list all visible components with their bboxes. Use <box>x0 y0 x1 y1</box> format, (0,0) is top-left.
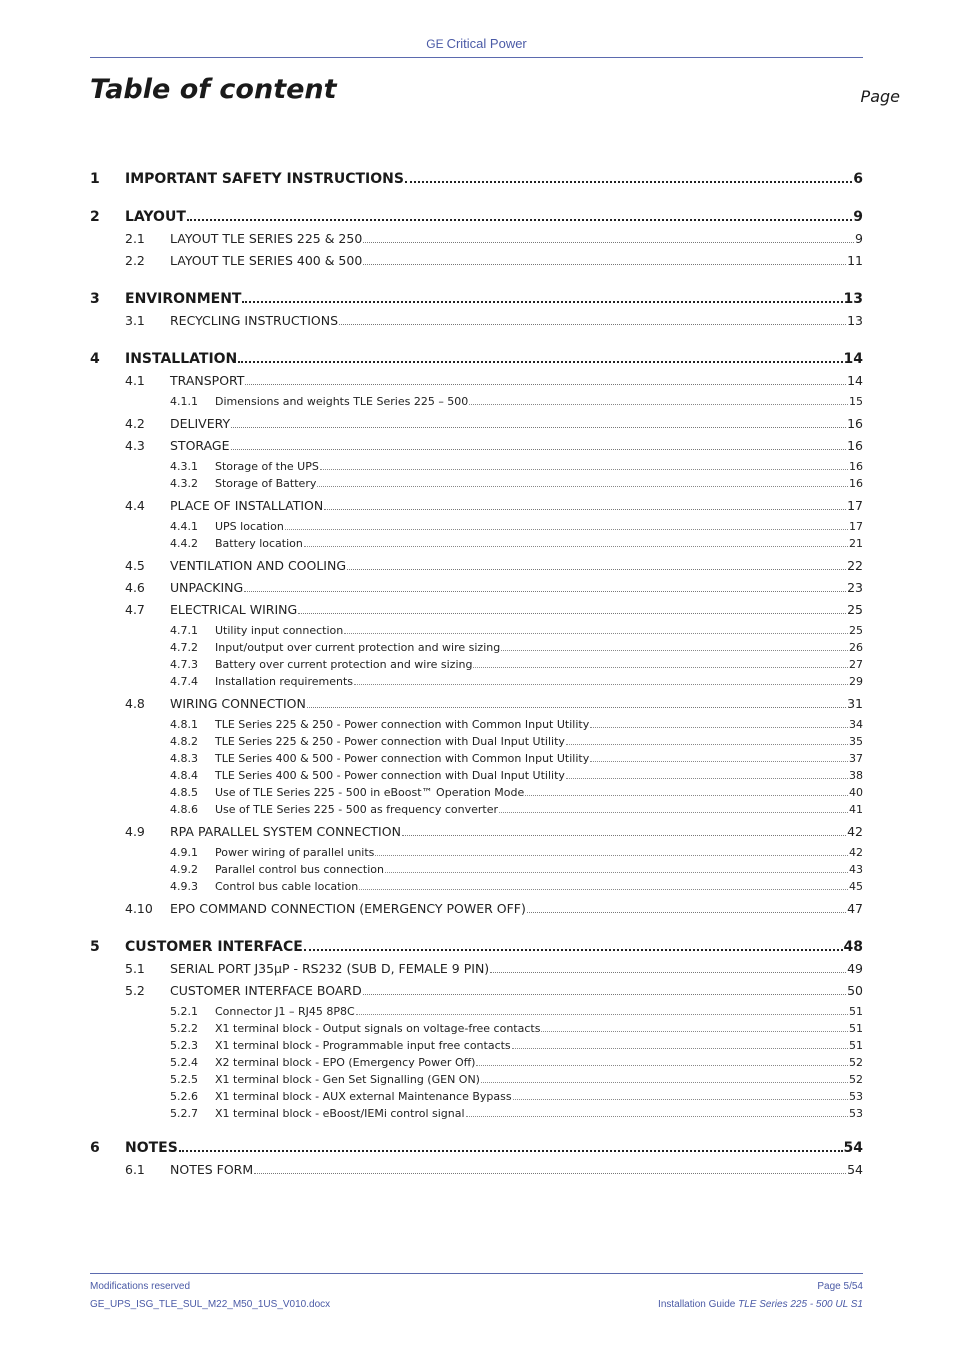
toc-entry[interactable] <box>0 520 954 536</box>
toc-entry-page: 6 <box>853 171 863 187</box>
toc-entry-number: 4.1 <box>125 373 145 388</box>
toc-entry[interactable] <box>0 824 954 844</box>
toc-entry-title: TLE Series 400 & 500 - Power connection with Common Input Utility <box>215 752 590 765</box>
toc-entry-title: X1 terminal block - Output signals on voltage-free contacts <box>215 1022 541 1035</box>
toc-entry-title: UPS location <box>215 520 284 533</box>
toc-entry-page: 27 <box>849 658 863 671</box>
toc-entry-title: X1 terminal block - AUX external Maintenance Bypass <box>215 1090 512 1103</box>
toc-dot-leader <box>481 1082 848 1083</box>
toc-dot-leader <box>245 384 846 385</box>
toc-entry-title: Connector J1 – RJ45 8P8C <box>215 1005 355 1018</box>
toc-entry-title: X1 terminal block - Programmable input free contacts <box>215 1039 511 1052</box>
toc-dot-leader <box>473 667 848 668</box>
toc-entry-page: 29 <box>849 675 863 688</box>
toc-entry-number: 4.8.5 <box>170 786 198 799</box>
toc-dot-leader <box>298 613 846 614</box>
toc-entry-number: 4.4.1 <box>170 520 198 533</box>
toc-dot-leader <box>490 972 846 973</box>
toc-entry-title: TLE Series 225 & 250 - Power connection with Dual Input Utility <box>215 735 565 748</box>
toc-entry-title: NOTES <box>125 1140 178 1156</box>
toc-entry-page: 16 <box>849 477 863 490</box>
toc-entry-number: 2.1 <box>125 231 145 246</box>
toc-entry-page: 49 <box>847 961 863 976</box>
toc-entry[interactable] <box>0 803 954 819</box>
toc-entry-number: 5.2.2 <box>170 1022 198 1035</box>
toc-dot-leader <box>320 469 848 470</box>
toc-entry-page: 35 <box>849 735 863 748</box>
toc-dot-leader <box>304 546 848 547</box>
toc-entry[interactable] <box>0 658 954 674</box>
toc-entry-page: 34 <box>849 718 863 731</box>
toc-entry-title: Installation requirements <box>215 675 354 688</box>
toc-entry[interactable] <box>0 880 954 896</box>
toc-entry-page: 50 <box>847 983 863 998</box>
toc-entry[interactable] <box>0 718 954 734</box>
toc-entry-number: 4.10 <box>125 901 153 916</box>
toc-dot-leader <box>238 361 842 363</box>
toc-entry[interactable] <box>0 1107 954 1123</box>
toc-dot-leader <box>324 509 846 510</box>
toc-dot-leader <box>359 889 848 890</box>
toc-entry-number: 4.9 <box>125 824 145 839</box>
toc-dot-leader <box>179 1150 843 1152</box>
toc-entry-title: X1 terminal block - eBoost/IEMi control signal <box>215 1107 465 1120</box>
toc-entry-title: VENTILATION AND COOLING <box>170 558 347 573</box>
toc-entry-title: TRANSPORT <box>170 373 245 388</box>
toc-entry[interactable] <box>0 171 954 193</box>
toc-entry-page: 16 <box>847 416 863 431</box>
toc-entry[interactable] <box>0 1073 954 1089</box>
toc-entry-title: ELECTRICAL WIRING <box>170 602 298 617</box>
toc-entry-number: 6.1 <box>125 1162 145 1177</box>
toc-dot-leader <box>566 778 848 779</box>
toc-dot-leader <box>402 835 846 836</box>
toc-dot-leader <box>512 1048 848 1049</box>
toc-entry-page: 54 <box>843 1140 863 1156</box>
toc-entry-number: 4.8.2 <box>170 735 198 748</box>
toc-dot-leader <box>363 242 854 243</box>
toc-entry-page: 31 <box>847 696 863 711</box>
toc-entry-number: 5.1 <box>125 961 145 976</box>
toc-dot-leader <box>513 1099 848 1100</box>
toc-dot-leader <box>304 949 843 951</box>
toc-entry-number: 4.9.1 <box>170 846 198 859</box>
toc-entry[interactable] <box>0 351 954 373</box>
toc-dot-leader <box>499 812 848 813</box>
toc-entry[interactable] <box>0 395 954 411</box>
toc-entry[interactable] <box>0 477 954 493</box>
toc-entry[interactable] <box>0 209 954 231</box>
toc-entry[interactable] <box>0 1022 954 1038</box>
toc-entry-title: Use of TLE Series 225 - 500 as frequency converter <box>215 803 499 816</box>
toc-entry-page: 53 <box>849 1107 863 1120</box>
toc-entry[interactable] <box>0 752 954 768</box>
toc-entry-number: 4.8.1 <box>170 718 198 731</box>
toc-entry-number: 4.3.2 <box>170 477 198 490</box>
toc-entry-number: 4.6 <box>125 580 145 595</box>
toc-entry-title: Storage of Battery <box>215 477 317 490</box>
toc-entry[interactable] <box>0 291 954 313</box>
toc-entry-title: LAYOUT TLE SERIES 225 & 250 <box>170 231 363 246</box>
toc-entry[interactable] <box>0 231 954 251</box>
toc-dot-leader <box>354 684 848 685</box>
toc-entry-title: EPO COMMAND CONNECTION (EMERGENCY POWER OFF) <box>170 901 526 916</box>
toc-entry-number: 4.2 <box>125 416 145 431</box>
toc-dot-leader <box>385 872 848 873</box>
toc-dot-leader <box>527 912 846 913</box>
toc-entry[interactable] <box>0 1090 954 1106</box>
toc-entry[interactable] <box>0 786 954 802</box>
toc-entry-number: 5 <box>90 939 100 955</box>
toc-entry-page: 21 <box>849 537 863 550</box>
toc-dot-leader <box>339 324 846 325</box>
footer-page-number: Page 5/54 <box>817 1281 863 1292</box>
toc-entry-title: Power wiring of parallel units <box>215 846 375 859</box>
toc-entry-page: 52 <box>849 1056 863 1069</box>
toc-entry-page: 15 <box>849 395 863 408</box>
toc-entry-page: 9 <box>855 231 863 246</box>
toc-entry[interactable] <box>0 961 954 981</box>
toc-dot-leader <box>363 994 846 995</box>
toc-dot-leader <box>187 219 852 221</box>
toc-entry-title: X1 terminal block - Gen Set Signalling (GEN ON) <box>215 1073 480 1086</box>
footer-doc-prefix: Installation Guide <box>658 1299 739 1310</box>
toc-entry-number: 4.7.1 <box>170 624 198 637</box>
toc-entry-title: TLE Series 400 & 500 - Power connection with Dual Input Utility <box>215 769 565 782</box>
toc-entry[interactable] <box>0 846 954 862</box>
toc-dot-leader <box>566 744 848 745</box>
toc-entry-number: 4.9.3 <box>170 880 198 893</box>
toc-entry-number: 5.2.3 <box>170 1039 198 1052</box>
toc-entry-page: 14 <box>847 373 863 388</box>
toc-entry-number: 4.7.3 <box>170 658 198 671</box>
toc-dot-leader <box>347 569 846 570</box>
toc-dot-leader <box>244 591 846 592</box>
toc-entry-title: NOTES FORM <box>170 1162 254 1177</box>
toc-dot-leader <box>317 486 848 487</box>
toc-entry-page: 25 <box>849 624 863 637</box>
toc-entry-page: 23 <box>847 580 863 595</box>
toc-entry[interactable] <box>0 624 954 640</box>
toc-entry-number: 5.2.7 <box>170 1107 198 1120</box>
toc-entry-title: CUSTOMER INTERFACE BOARD <box>170 983 362 998</box>
toc-entry[interactable] <box>0 558 954 578</box>
ge-logo: GE <box>426 37 444 51</box>
toc-entry-page: 51 <box>849 1022 863 1035</box>
toc-entry-title: SERIAL PORT J35μP - RS232 (SUB D, FEMALE 9 PIN) <box>170 961 490 976</box>
toc-entry-page: 43 <box>849 863 863 876</box>
toc-dot-leader <box>356 1014 848 1015</box>
toc-entry[interactable] <box>0 1056 954 1072</box>
toc-entry-page: 52 <box>849 1073 863 1086</box>
toc-dot-leader <box>242 301 842 303</box>
toc-entry-title: RPA PARALLEL SYSTEM CONNECTION <box>170 824 401 839</box>
toc-dot-leader <box>466 1116 848 1117</box>
toc-entry-number: 3 <box>90 291 100 307</box>
toc-entry-number: 5.2 <box>125 983 145 998</box>
toc-entry-page: 11 <box>847 253 863 268</box>
toc-entry-number: 3.1 <box>125 313 145 328</box>
toc-entry-title: Use of TLE Series 225 - 500 in eBoost™ Operation Mode <box>215 786 525 799</box>
toc-entry-title: DELIVERY <box>170 416 231 431</box>
toc-entry-number: 5.2.1 <box>170 1005 198 1018</box>
toc-entry[interactable] <box>0 696 954 716</box>
toc-entry[interactable] <box>0 537 954 553</box>
toc-entry-number: 4.1.1 <box>170 395 198 408</box>
toc-entry-page: 41 <box>849 803 863 816</box>
toc-entry-title: Control bus cable location <box>215 880 359 893</box>
toc-entry-title: Dimensions and weights TLE Series 225 – 500 <box>215 395 469 408</box>
toc-entry-page: 38 <box>849 769 863 782</box>
toc-entry-number: 4.8 <box>125 696 145 711</box>
toc-entry-page: 22 <box>847 558 863 573</box>
footer-modifications: Modifications reserved <box>90 1281 191 1292</box>
toc-entry[interactable] <box>0 498 954 518</box>
toc-entry[interactable] <box>0 313 954 333</box>
page-footer <box>90 1273 863 1310</box>
toc-dot-leader <box>231 449 847 450</box>
toc-entry[interactable] <box>0 901 954 921</box>
footer-doc-series: TLE Series 225 - 500 UL S1 <box>738 1299 863 1310</box>
toc-entry-number: 4.3 <box>125 438 145 453</box>
toc-entry[interactable] <box>0 373 954 393</box>
toc-entry-page: 26 <box>849 641 863 654</box>
toc-entry-number: 4 <box>90 351 100 367</box>
toc-entry-page: 9 <box>853 209 863 225</box>
toc-entry-page: 54 <box>847 1162 863 1177</box>
toc-entry-page: 16 <box>849 460 863 473</box>
toc-dot-leader <box>541 1031 848 1032</box>
toc-entry[interactable] <box>0 983 954 1003</box>
toc-entry-title: Parallel control bus connection <box>215 863 384 876</box>
toc-entry-title: WIRING CONNECTION <box>170 696 306 711</box>
toc-entry-number: 2.2 <box>125 253 145 268</box>
toc-entry-title: IMPORTANT SAFETY INSTRUCTIONS <box>125 171 404 187</box>
toc-entry-title: Input/output over current protection and wire sizing <box>215 641 501 654</box>
toc-entry-number: 4.8.6 <box>170 803 198 816</box>
toc-entry-title: Storage of the UPS <box>215 460 319 473</box>
toc-entry-page: 40 <box>849 786 863 799</box>
toc-entry-page: 17 <box>847 498 863 513</box>
toc-dot-leader <box>590 727 848 728</box>
toc-entry[interactable] <box>0 641 954 657</box>
page-column-label: Page <box>860 87 900 106</box>
toc-entry-page: 53 <box>849 1090 863 1103</box>
toc-entry-page: 14 <box>843 351 863 367</box>
toc-entry-page: 51 <box>849 1039 863 1052</box>
toc-dot-leader <box>307 707 846 708</box>
toc-entry-title: Battery over current protection and wire sizing <box>215 658 473 671</box>
toc-entry-page: 48 <box>843 939 863 955</box>
toc-entry[interactable] <box>0 1140 954 1162</box>
toc-entry-title: STORAGE <box>170 438 230 453</box>
toc-entry-page: 16 <box>847 438 863 453</box>
toc-entry-number: 4.4 <box>125 498 145 513</box>
toc-dot-leader <box>476 1065 848 1066</box>
toc-entry-page: 13 <box>847 313 863 328</box>
header-title: Critical Power <box>446 36 527 51</box>
toc-entry-title: INSTALLATION <box>125 351 238 367</box>
toc-entry-number: 4.7.2 <box>170 641 198 654</box>
toc-entry-number: 5.2.4 <box>170 1056 198 1069</box>
toc-entry[interactable] <box>0 580 954 600</box>
toc-entry-title: X2 terminal block - EPO (Emergency Power Off) <box>215 1056 476 1069</box>
footer-filename: GE_UPS_ISG_TLE_SUL_M22_M50_1US_V010.docx <box>90 1299 331 1310</box>
toc-entry-number: 4.9.2 <box>170 863 198 876</box>
toc-entry-number: 4.4.2 <box>170 537 198 550</box>
toc-entry-number: 4.8.3 <box>170 752 198 765</box>
toc-dot-leader <box>590 761 848 762</box>
toc-entry[interactable] <box>0 438 954 458</box>
toc-dot-leader <box>375 855 848 856</box>
toc-entry-page: 42 <box>847 824 863 839</box>
toc-entry-number: 1 <box>90 171 100 187</box>
toc-entry-page: 17 <box>849 520 863 533</box>
toc-entry-number: 6 <box>90 1140 100 1156</box>
toc-entry-number: 2 <box>90 209 100 225</box>
toc-entry-number: 5.2.5 <box>170 1073 198 1086</box>
toc-entry[interactable] <box>0 602 954 622</box>
toc-entry-page: 51 <box>849 1005 863 1018</box>
toc-entry-page: 25 <box>847 602 863 617</box>
toc-entry-number: 4.7 <box>125 602 145 617</box>
toc-dot-leader <box>231 427 846 428</box>
toc-entry-title: RECYCLING INSTRUCTIONS <box>170 313 339 328</box>
toc-dot-leader <box>501 650 848 651</box>
toc-entry-title: Utility input connection <box>215 624 344 637</box>
toc-entry-title: LAYOUT TLE SERIES 400 & 500 <box>170 253 363 268</box>
toc-entry[interactable] <box>0 1039 954 1055</box>
toc-entry-title: CUSTOMER INTERFACE <box>125 939 303 955</box>
toc-entry-page: 45 <box>849 880 863 893</box>
toc-entry-number: 4.8.4 <box>170 769 198 782</box>
toc-entry[interactable] <box>0 735 954 751</box>
toc-entry-page: 37 <box>849 752 863 765</box>
toc-entry-title: LAYOUT <box>125 209 186 225</box>
toc-entry[interactable] <box>0 1005 954 1021</box>
toc-entry[interactable] <box>0 675 954 691</box>
toc-dot-leader <box>363 264 846 265</box>
toc-dot-leader <box>344 633 848 634</box>
toc-entry-number: 4.5 <box>125 558 145 573</box>
toc-dot-leader <box>469 404 848 405</box>
toc-entry[interactable] <box>0 939 954 961</box>
toc-entry[interactable] <box>0 769 954 785</box>
page-title: Table of content <box>90 74 337 105</box>
toc-entry[interactable] <box>0 253 954 273</box>
toc-entry-number: 5.2.6 <box>170 1090 198 1103</box>
toc-entry-title: UNPACKING <box>170 580 244 595</box>
toc-entry-page: 13 <box>843 291 863 307</box>
toc-dot-leader <box>525 795 848 796</box>
toc-dot-leader <box>285 529 848 530</box>
toc-entry-page: 47 <box>847 901 863 916</box>
toc-entry-page: 42 <box>849 846 863 859</box>
toc-entry-title: TLE Series 225 & 250 - Power connection with Common Input Utility <box>215 718 590 731</box>
toc-entry[interactable] <box>0 1162 954 1182</box>
toc-entry-number: 4.3.1 <box>170 460 198 473</box>
toc-entry[interactable] <box>0 416 954 436</box>
toc-entry[interactable] <box>0 863 954 879</box>
footer-document-title <box>658 1299 863 1310</box>
toc-entry-title: ENVIRONMENT <box>125 291 242 307</box>
toc-entry-title: PLACE OF INSTALLATION <box>170 498 324 513</box>
toc-entry-number: 4.7.4 <box>170 675 198 688</box>
toc-entry[interactable] <box>0 460 954 476</box>
toc-entry-title: Battery location <box>215 537 303 550</box>
toc-dot-leader <box>405 181 852 183</box>
toc-dot-leader <box>254 1173 846 1174</box>
